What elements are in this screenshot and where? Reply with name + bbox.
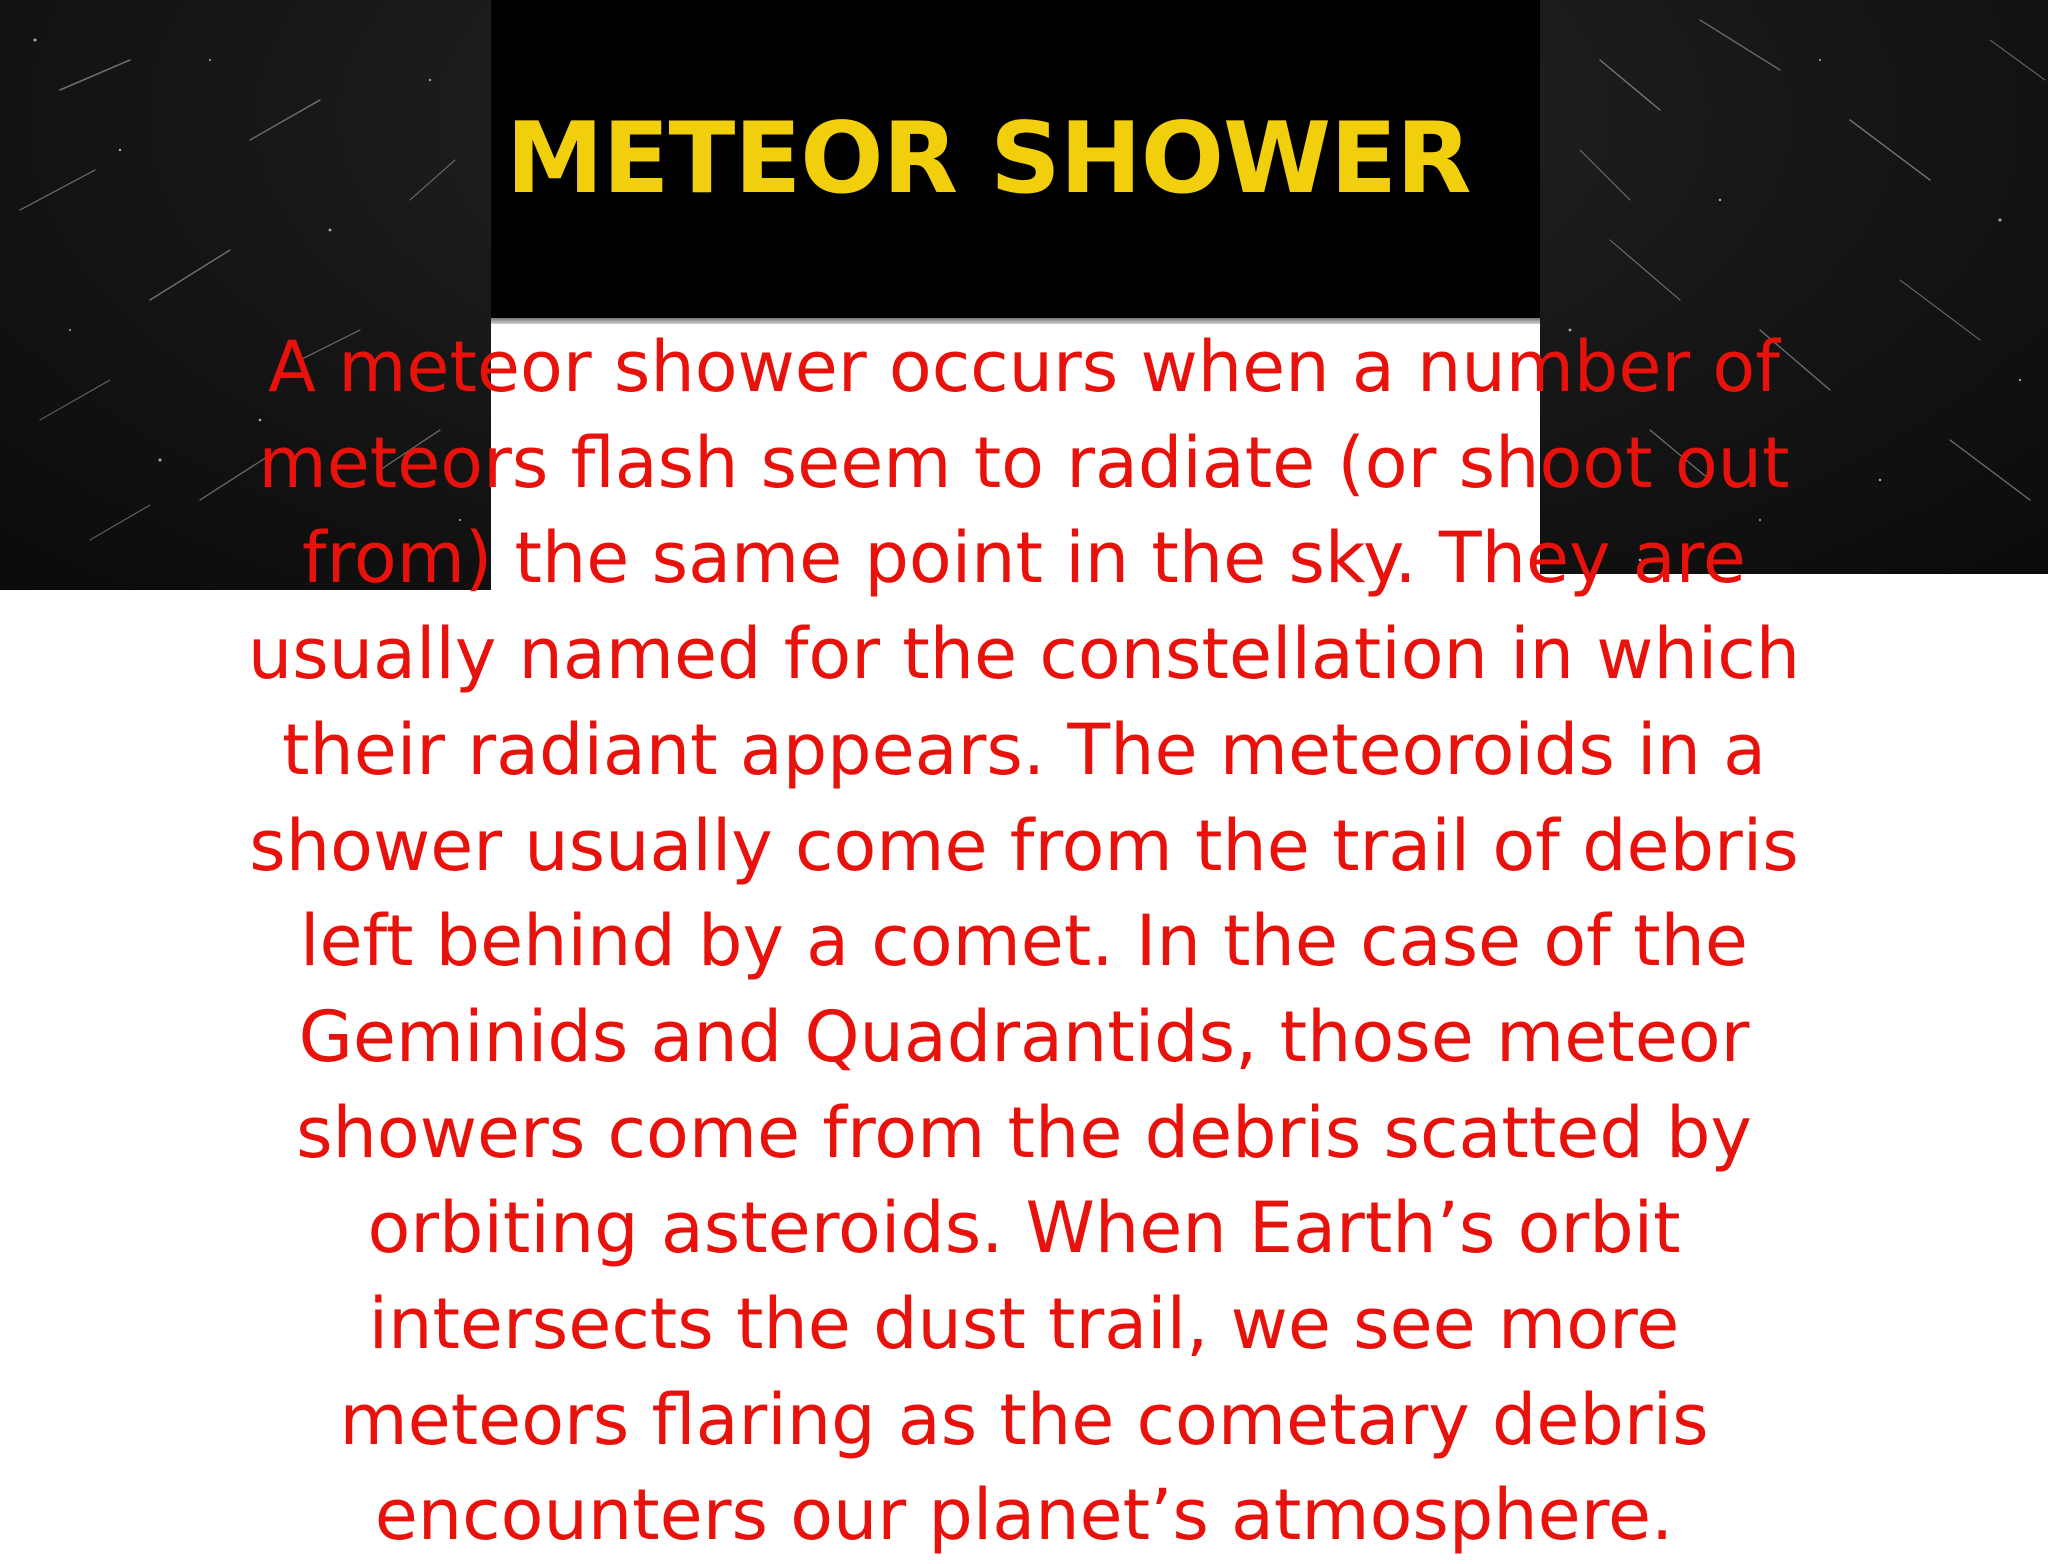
body-line: encounters our planet’s atmosphere. [374, 1474, 1674, 1557]
slide-body-text [200, 320, 1848, 1564]
body-line: A meteor shower occurs when a number of [268, 326, 1780, 408]
body-line: from) the same point in the sky. They are [302, 517, 1746, 600]
slide-title: METEOR SHOWER [506, 102, 1471, 216]
body-line: meteors flash seem to radiate (or shoot out [258, 421, 1790, 504]
body-line: showers come from the debris scatted by [296, 1091, 1752, 1174]
body-line: usually named for the constellation in which [247, 613, 1801, 696]
body-line: intersects the dust trail, we see more [368, 1283, 1680, 1366]
body-line: orbiting asteroids. When Earth’s orbit [367, 1187, 1681, 1270]
body-line: meteors flaring as the cometary debris [339, 1378, 1709, 1461]
body-line: their radiant appears. The meteoroids in a [281, 708, 1766, 791]
body-line: left behind by a comet. In the case of the [300, 900, 1748, 983]
body-line: shower usually come from the trail of debris [249, 804, 1799, 887]
body-line: Geminids and Quadrantids, those meteor [298, 995, 1750, 1078]
